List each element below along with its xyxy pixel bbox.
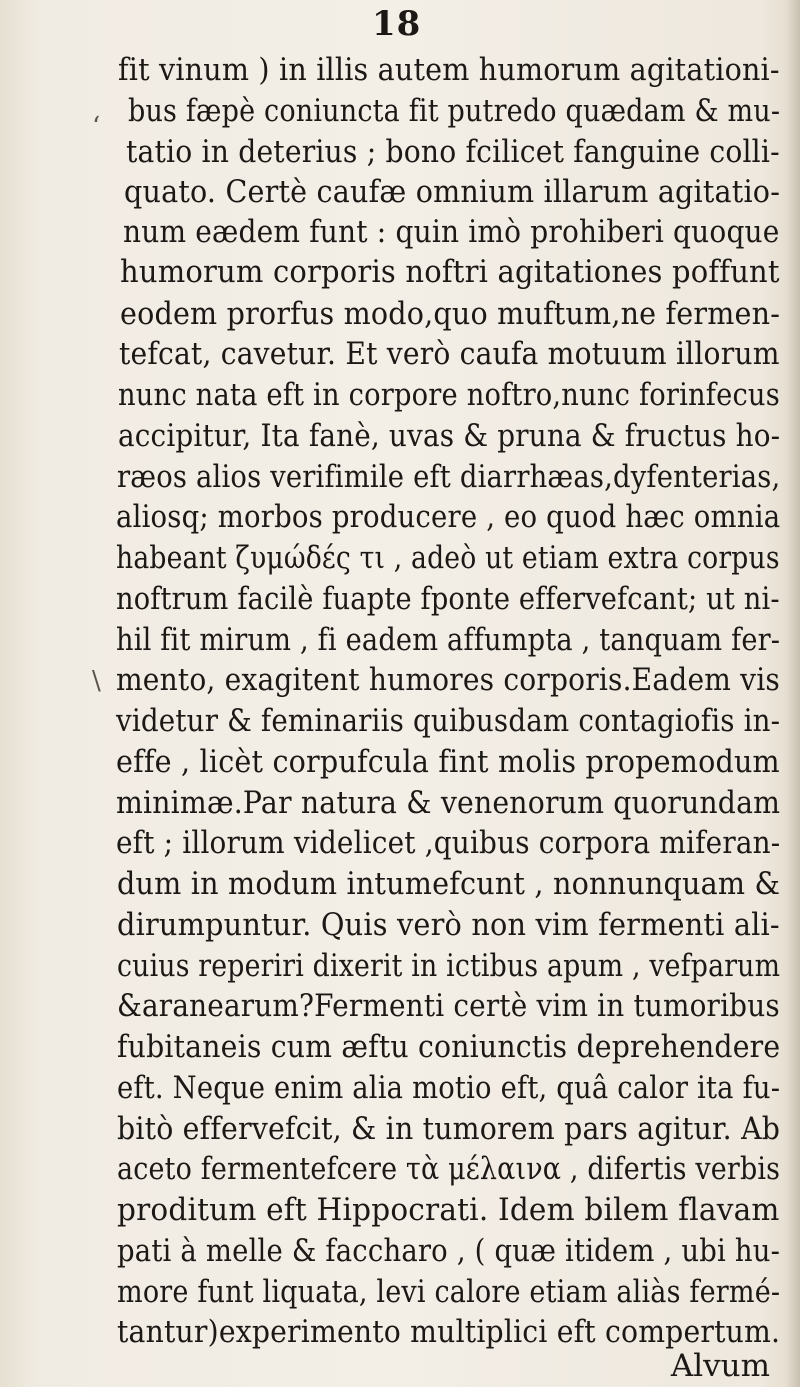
text-line: fubitaneis cum æftu coniunctis deprehendere [117, 1029, 781, 1065]
text-line: mento, exagitent humores corporis.Eadem vis [116, 662, 780, 698]
text-line: eodem prorfus modo,quo muftum,ne fermen- [120, 296, 781, 332]
text-line: eft ; illorum videlicet ,quibus corpora miferan- [116, 825, 781, 861]
text-line: tantur)experimento multiplici eft compertum. [117, 1314, 781, 1350]
margin-tick-mark: ‘ [92, 112, 101, 142]
text-line: videtur & feminariis quibusdam contagiofis in- [116, 703, 781, 739]
text-line: more funt liquata, levi calore etiam aliàs fermé- [117, 1274, 781, 1310]
text-line: ræos alios verifimile eft diarrhæas,dyfenterias, [117, 459, 781, 495]
text-line: proditum eft Hippocrati. Idem bilem flavam [117, 1192, 780, 1228]
text-line: effe , licèt corpufcula fint molis propemodum [116, 744, 780, 780]
text-line: tatio in deterius ; bono fcilicet fanguine colli- [126, 134, 780, 170]
text-line: dirumpuntur. Quis verò non vim fermenti ali- [117, 907, 780, 943]
text-line: &aranearum?Fermenti certè vim in tumoribus [117, 988, 780, 1024]
text-line: accipitur, Ita fanè, uvas & pruna & fructus ho- [118, 418, 781, 454]
text-line: cuius reperiri dixerit in ictibus apum , vefparum [117, 948, 781, 984]
text-line: fit vinum ) in illis autem humorum agitationi- [118, 52, 780, 88]
text-line: dum in modum intumefcunt , nonnunquam & [117, 866, 781, 902]
text-line: aliosq; morbos producere , eo quod hæc omnia [116, 499, 781, 535]
text-line: minimæ.Par natura & venenorum quorundam [116, 785, 781, 821]
text-line: quato. Certè caufæ omnium illarum agitatio- [124, 174, 781, 210]
text-line: aceto fermentefcere τὰ μέλαινα , difertis verbis [117, 1151, 781, 1187]
text-line: pati à melle & faccharo , ( quæ itidem , ubi hu- [117, 1233, 781, 1269]
text-line: eft. Neque enim alia motio eft, quâ calor ita fu- [117, 1070, 781, 1106]
text-line: habeant ζυμώδές τι , adeò ut etiam extra corpus [116, 540, 780, 576]
margin-tick-mark: \ [92, 666, 101, 696]
catchword: Alvum [670, 1348, 770, 1384]
text-line: num eædem funt : quin imò prohiberi quoque [123, 214, 780, 250]
text-line: noftrum facilè fuapte fponte effervefcant; ut ni- [116, 581, 780, 617]
text-line: nunc nata eft in corpore noftro,nunc forinfecus [118, 377, 780, 413]
text-line: bitò effervefcit, & in tumorem pars agitur. Ab [117, 1111, 781, 1147]
text-line: tefcat, cavetur. Et verò caufa motuum illorum [119, 336, 780, 372]
text-line: hil fit mirum , fi eadem affumpta , tanquam fer- [116, 622, 781, 658]
page-number: 18 [372, 4, 422, 44]
text-line: bus fæpè coniuncta fit putredo quædam & mu- [128, 93, 781, 129]
text-line: humorum corporis noftri agitationes poffunt [120, 254, 780, 290]
